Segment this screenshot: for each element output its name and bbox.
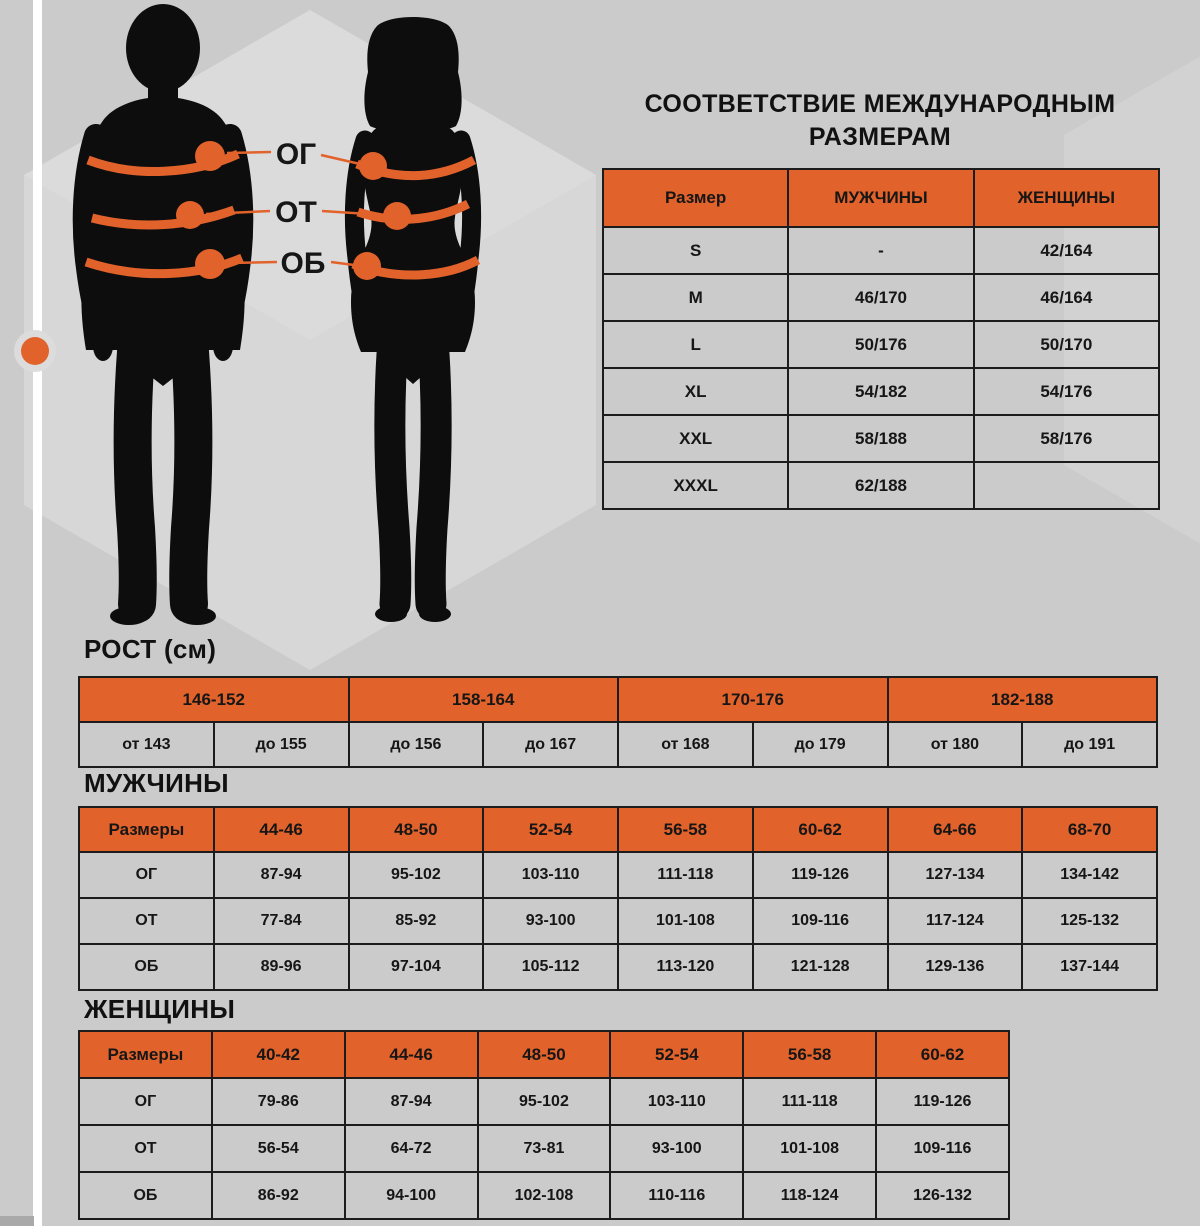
value-cell: 109-116 (876, 1125, 1009, 1172)
female-silhouette (351, 17, 475, 622)
value-cell: 121-128 (753, 944, 888, 990)
value-cell: - (788, 227, 973, 274)
value-cell: 85-92 (349, 898, 484, 944)
title-line-2: РАЗМЕРАМ (808, 123, 952, 151)
value-cell: 125-132 (1022, 898, 1157, 944)
height-group-header: 170-176 (618, 677, 888, 722)
value-cell: 62/188 (788, 462, 973, 509)
value-cell: 87-94 (214, 852, 349, 898)
value-cell: 129-136 (888, 944, 1023, 990)
value-cell: 58/176 (974, 415, 1159, 462)
value-cell: 46/164 (974, 274, 1159, 321)
international-sizes-table (602, 168, 1160, 510)
column-header: 60-62 (876, 1031, 1009, 1078)
value-cell: 42/164 (974, 227, 1159, 274)
value-cell: 79-86 (212, 1078, 345, 1125)
women-section-title: ЖЕНЩИНЫ (84, 994, 236, 1024)
value-cell: 111-118 (743, 1078, 876, 1125)
row-label: M (603, 274, 788, 321)
table-row (79, 944, 1157, 990)
hips-girth-label: ОБ (280, 247, 326, 280)
value-cell: 64-72 (345, 1125, 478, 1172)
value-cell: 113-120 (618, 944, 753, 990)
value-cell: 46/170 (788, 274, 973, 321)
height-range-cell: до 156 (349, 722, 484, 767)
table-row (79, 1125, 1009, 1172)
value-cell: 50/170 (974, 321, 1159, 368)
height-table (78, 676, 1158, 768)
male-waist-point (176, 201, 204, 229)
value-cell: 127-134 (888, 852, 1023, 898)
table-row (603, 274, 1159, 321)
international-sizes-title (600, 88, 1160, 154)
table-row (79, 898, 1157, 944)
female-hips-point (353, 252, 381, 280)
male-chest-point (195, 141, 225, 171)
row-label: S (603, 227, 788, 274)
row-label: ОТ (79, 1125, 212, 1172)
hips-label-connector (227, 262, 277, 263)
value-cell: 105-112 (483, 944, 618, 990)
column-header: 44-46 (345, 1031, 478, 1078)
height-range-cell: до 179 (753, 722, 888, 767)
column-header: Размер (603, 169, 788, 227)
value-cell: 137-144 (1022, 944, 1157, 990)
row-label: XXXL (603, 462, 788, 509)
men-sizes-table (78, 806, 1158, 991)
bottom-left-strip (0, 1216, 34, 1226)
value-cell: 93-100 (610, 1125, 743, 1172)
column-header: Размеры (79, 1031, 212, 1078)
value-cell: 111-118 (618, 852, 753, 898)
header-row (79, 807, 1157, 852)
height-group-header: 182-188 (888, 677, 1158, 722)
height-range-cell: до 167 (483, 722, 618, 767)
value-cell: 93-100 (483, 898, 618, 944)
table-row (603, 462, 1159, 509)
column-header: 52-54 (483, 807, 618, 852)
column-header: 52-54 (610, 1031, 743, 1078)
women-sizes-table (78, 1030, 1010, 1220)
row-label: ОБ (79, 1172, 212, 1219)
value-cell: 50/176 (788, 321, 973, 368)
value-cell: 109-116 (753, 898, 888, 944)
row-label: ОТ (79, 898, 214, 944)
value-cell: 73-81 (478, 1125, 611, 1172)
value-cell: 119-126 (753, 852, 888, 898)
chest-label-connector (227, 152, 271, 153)
value-cell: 126-132 (876, 1172, 1009, 1219)
value-cell: 94-100 (345, 1172, 478, 1219)
column-header: 56-58 (743, 1031, 876, 1078)
men-section-title: МУЖЧИНЫ (84, 768, 229, 798)
height-range-cell: от 180 (888, 722, 1023, 767)
male-hips-point (195, 249, 225, 279)
column-header: ЖЕНЩИНЫ (974, 169, 1159, 227)
value-cell: 77-84 (214, 898, 349, 944)
male-silhouette (81, 4, 244, 625)
column-header: 48-50 (478, 1031, 611, 1078)
column-header: Размеры (79, 807, 214, 852)
column-header: 60-62 (753, 807, 888, 852)
waist-girth-label: ОТ (275, 196, 317, 229)
table-row (79, 1078, 1009, 1125)
value-cell: 97-104 (349, 944, 484, 990)
value-cell: 134-142 (1022, 852, 1157, 898)
value-cell: 89-96 (214, 944, 349, 990)
table-row (603, 415, 1159, 462)
column-header: 64-66 (888, 807, 1023, 852)
row-label: L (603, 321, 788, 368)
measurement-figures (60, 0, 580, 640)
table-row (603, 227, 1159, 274)
table-row (79, 852, 1157, 898)
column-header: 68-70 (1022, 807, 1157, 852)
value-cell: 58/188 (788, 415, 973, 462)
height-section-title: РОСТ (см) (84, 634, 217, 664)
value-cell: 95-102 (349, 852, 484, 898)
height-range-cell: от 168 (618, 722, 753, 767)
row-label: ОГ (79, 852, 214, 898)
value-cell: 103-110 (483, 852, 618, 898)
value-cell: 110-116 (610, 1172, 743, 1219)
column-header: 44-46 (214, 807, 349, 852)
value-cell: 86-92 (212, 1172, 345, 1219)
chest-girth-label: ОГ (275, 138, 317, 171)
value-cell: 118-124 (743, 1172, 876, 1219)
table-row (603, 368, 1159, 415)
header-row (79, 1031, 1009, 1078)
value-cell: 119-126 (876, 1078, 1009, 1125)
value-cell: 87-94 (345, 1078, 478, 1125)
row-label: XL (603, 368, 788, 415)
group-header-row (79, 677, 1157, 722)
height-group-header: 146-152 (79, 677, 349, 722)
value-cell: 101-108 (618, 898, 753, 944)
range-row (79, 722, 1157, 767)
row-label: XXL (603, 415, 788, 462)
value-cell: 117-124 (888, 898, 1023, 944)
column-header: 56-58 (618, 807, 753, 852)
value-cell (974, 462, 1159, 509)
value-cell: 102-108 (478, 1172, 611, 1219)
value-cell: 56-54 (212, 1125, 345, 1172)
column-header: 40-42 (212, 1031, 345, 1078)
rail-dot (21, 337, 49, 365)
value-cell: 95-102 (478, 1078, 611, 1125)
height-range-cell: до 191 (1022, 722, 1157, 767)
female-waist-point (383, 202, 411, 230)
table-row (603, 321, 1159, 368)
table-row (79, 1172, 1009, 1219)
value-cell: 54/182 (788, 368, 973, 415)
height-range-cell: до 155 (214, 722, 349, 767)
female-chest-point (359, 152, 387, 180)
value-cell: 54/176 (974, 368, 1159, 415)
header-row (603, 169, 1159, 227)
row-label: ОГ (79, 1078, 212, 1125)
column-header: 48-50 (349, 807, 484, 852)
value-cell: 101-108 (743, 1125, 876, 1172)
left-rail-line (33, 0, 42, 1226)
height-range-cell: от 143 (79, 722, 214, 767)
title-line-1: СООТВЕТСТВИЕ МЕЖДУНАРОДНЫМ (644, 90, 1116, 118)
height-group-header: 158-164 (349, 677, 619, 722)
row-label: ОБ (79, 944, 214, 990)
value-cell: 103-110 (610, 1078, 743, 1125)
column-header: МУЖЧИНЫ (788, 169, 973, 227)
